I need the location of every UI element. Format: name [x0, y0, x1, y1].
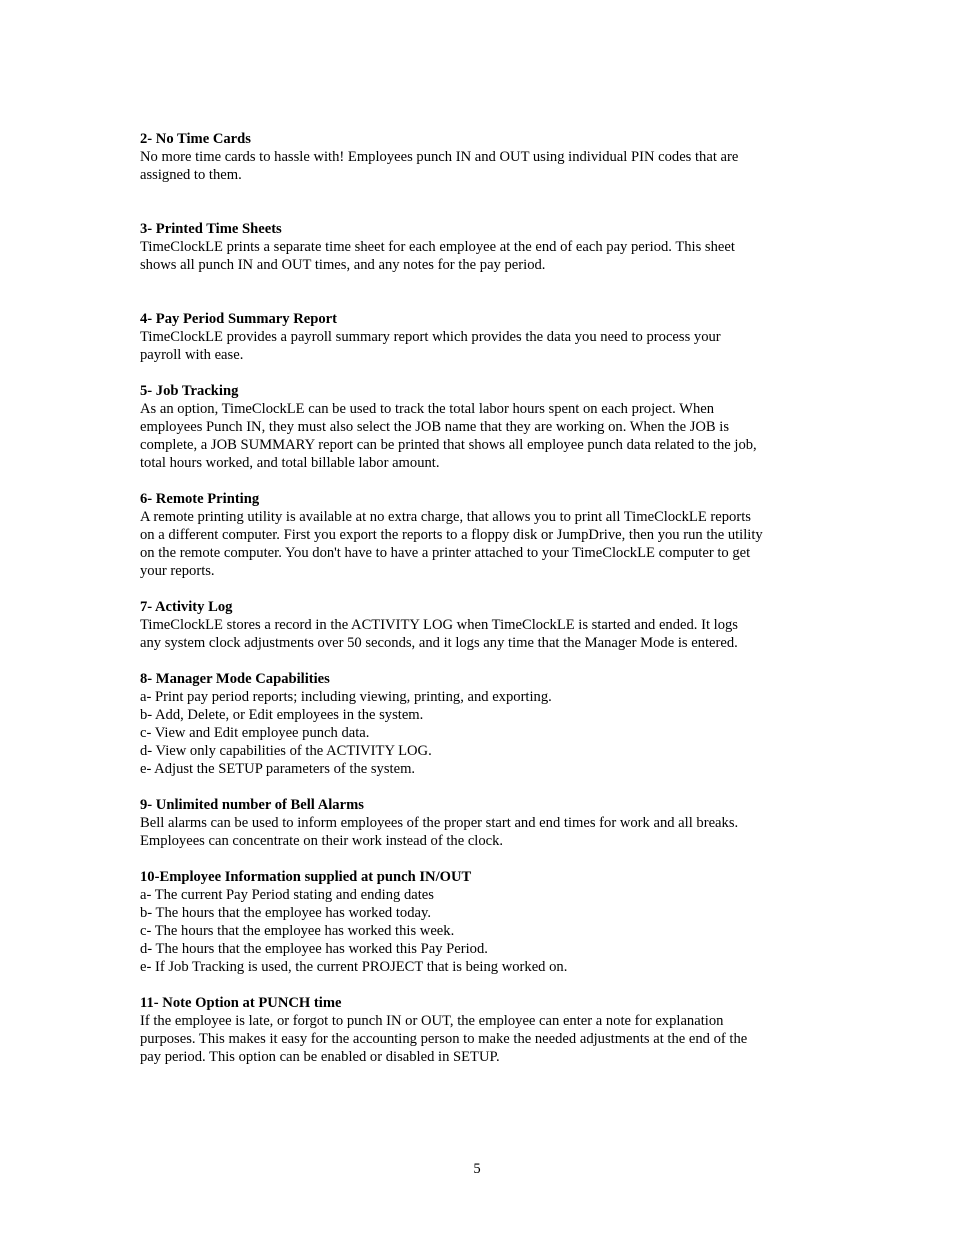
section-line: TimeClockLE prints a separate time sheet for each employee at the end of each pay period. This sheet: [140, 239, 735, 255]
section-bell-alarms: [140, 796, 820, 850]
section-heading: 5- Job Tracking: [140, 383, 239, 399]
section-line: employees Punch IN, they must also select the JOB name that they are working on. When the JOB is: [140, 419, 730, 435]
section-heading: 7- Activity Log: [140, 599, 233, 615]
section-line: Bell alarms can be used to inform employees of the proper start and end times for work and all breaks.: [140, 815, 739, 831]
section-line: complete, a JOB SUMMARY report can be printed that shows all employee punch data related to the job,: [140, 437, 757, 453]
section-line: shows all punch IN and OUT times, and any notes for the pay period.: [140, 257, 546, 273]
list-item: a- Print pay period reports; including viewing, printing, and exporting.: [140, 689, 552, 705]
section-heading: 6- Remote Printing: [140, 491, 260, 507]
list-item: c- View and Edit employee punch data.: [140, 725, 370, 741]
list-item: d- The hours that the employee has worked this Pay Period.: [140, 941, 488, 957]
page-number: 5: [473, 1161, 481, 1177]
section-line: payroll with ease.: [140, 347, 244, 363]
section-employee-information: [140, 868, 820, 976]
section-line: purposes. This makes it easy for the accounting person to make the needed adjustments at the end of the: [140, 1031, 748, 1047]
section-heading: 8- Manager Mode Capabilities: [140, 671, 330, 687]
section-line: As an option, TimeClockLE can be used to track the total labor hours spent on each project. When: [140, 401, 715, 417]
section-line: any system clock adjustments over 50 seconds, and it logs any time that the Manager Mode is entered.: [140, 635, 738, 651]
list-item: c- The hours that the employee has worked this week.: [140, 923, 455, 939]
section-heading: 10-Employee Information supplied at punch IN/OUT: [140, 869, 472, 885]
list-item: e- If Job Tracking is used, the current PROJECT that is being worked on.: [140, 959, 568, 975]
section-heading: 2- No Time Cards: [140, 131, 251, 147]
list-item: d- View only capabilities of the ACTIVITY LOG.: [140, 743, 432, 759]
list-item: b- The hours that the employee has worked today.: [140, 905, 431, 921]
section-line: TimeClockLE stores a record in the ACTIVITY LOG when TimeClockLE is started and ended. It logs: [140, 617, 738, 633]
list-item: e- Adjust the SETUP parameters of the system.: [140, 761, 416, 777]
section-line: on the remote computer. You don't have to have a printer attached to your TimeClockLE computer to get: [140, 545, 751, 561]
section-printed-time-sheets: [140, 220, 820, 274]
section-line: pay period. This option can be enabled or disabled in SETUP.: [140, 1049, 500, 1065]
section-line: If the employee is late, or forgot to punch IN or OUT, the employee can enter a note for explanation: [140, 1013, 724, 1029]
section-job-tracking: [140, 382, 820, 472]
list-item: b- Add, Delete, or Edit employees in the system.: [140, 707, 424, 723]
section-pay-period-summary-report: [140, 310, 820, 364]
section-heading: 4- Pay Period Summary Report: [140, 311, 337, 327]
section-no-time-cards: [140, 130, 820, 184]
list-item: a- The current Pay Period stating and ending dates: [140, 887, 434, 903]
section-line: total hours worked, and total billable labor amount.: [140, 455, 440, 471]
section-remote-printing: [140, 490, 820, 580]
section-line: Employees can concentrate on their work instead of the clock.: [140, 833, 504, 849]
section-line: A remote printing utility is available at no extra charge, that allows you to print all TimeClockLE reports: [140, 509, 751, 525]
section-line: on a different computer. First you export the reports to a floppy disk or JumpDrive, then you run the utility: [140, 527, 763, 543]
section-heading: 9- Unlimited number of Bell Alarms: [140, 797, 364, 813]
section-line: No more time cards to hassle with! Employees punch IN and OUT using individual PIN codes that are: [140, 149, 739, 165]
section-line: assigned to them.: [140, 167, 242, 183]
section-activity-log: [140, 598, 820, 652]
section-note-option: [140, 994, 820, 1066]
section-heading: 3- Printed Time Sheets: [140, 221, 282, 237]
section-line: your reports.: [140, 563, 215, 579]
page-content: [140, 130, 820, 1066]
section-line: TimeClockLE provides a payroll summary report which provides the data you need to process your: [140, 329, 721, 345]
section-manager-mode-capabilities: [140, 670, 820, 778]
section-heading: 11- Note Option at PUNCH time: [140, 995, 342, 1011]
